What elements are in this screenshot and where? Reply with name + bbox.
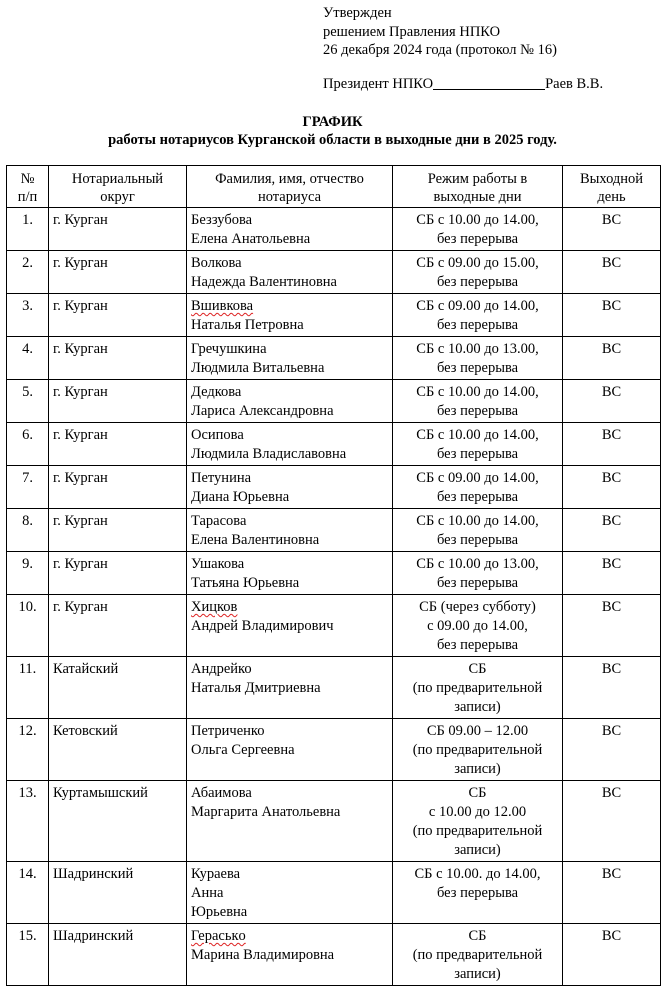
header-name: Фамилия, имя, отчество нотариуса [187, 166, 393, 208]
cell-num: 1. [7, 208, 49, 251]
cell-district: г. Курган [49, 552, 187, 595]
cell-district: Кетовский [49, 719, 187, 781]
table-row [7, 423, 661, 466]
table-row [7, 862, 661, 924]
cell-district: г. Курган [49, 509, 187, 552]
cell-mode: СБ с 10.00 до 14.00, без перерыва [393, 208, 563, 251]
cell-num: 14. [7, 862, 49, 924]
cell-num: 5. [7, 380, 49, 423]
cell-district: г. Курган [49, 337, 187, 380]
signature-blank [433, 77, 545, 90]
table-row [7, 294, 661, 337]
cell-mode: СБ с 09.00 до 15.00, без перерыва [393, 251, 563, 294]
table-row [7, 924, 661, 986]
table-row [7, 466, 661, 509]
header-district: Нотариальный округ [49, 166, 187, 208]
cell-mode: СБ с 10.00 до 13.00, без перерыва [393, 552, 563, 595]
table-row [7, 509, 661, 552]
cell-mode: СБ (по предварительной записи) [393, 657, 563, 719]
cell-day-off: ВС [563, 595, 661, 657]
cell-num: 9. [7, 552, 49, 595]
cell-day-off: ВС [563, 423, 661, 466]
cell-district: г. Курган [49, 294, 187, 337]
approval-line-2: решением Правления НПКО [323, 23, 501, 40]
cell-mode: СБ (по предварительной записи) [393, 924, 563, 986]
cell-num: 11. [7, 657, 49, 719]
cell-day-off: ВС [563, 337, 661, 380]
cell-name: Кураева Анна Юрьевна [187, 862, 393, 924]
cell-mode: СБ с 10.00 до 13.00, без перерыва [393, 337, 563, 380]
cell-num: 15. [7, 924, 49, 986]
cell-day-off: ВС [563, 466, 661, 509]
cell-mode: СБ с 10.00 до 14.00, без перерыва [393, 423, 563, 466]
president-signature-line [323, 76, 603, 93]
cell-district: Шадринский [49, 862, 187, 924]
cell-mode: СБ (через субботу) с 09.00 до 14.00, без перерыва [393, 595, 563, 657]
header-day: Выходной день [563, 166, 661, 208]
table-row [7, 595, 661, 657]
cell-num: 8. [7, 509, 49, 552]
cell-day-off: ВС [563, 294, 661, 337]
cell-name: Гречушкина Людмила Витальевна [187, 337, 393, 380]
cell-num: 6. [7, 423, 49, 466]
cell-name: Хицков Андрей Владимирович [187, 595, 393, 657]
cell-mode: СБ с 09.00 до 14.00, без перерыва [393, 466, 563, 509]
table-row [7, 208, 661, 251]
cell-mode: СБ с 10.00 до 12.00 (по предварительной записи) [393, 781, 563, 862]
table-header-row [7, 166, 661, 208]
cell-day-off: ВС [563, 509, 661, 552]
cell-num: 7. [7, 466, 49, 509]
cell-district: г. Курган [49, 380, 187, 423]
cell-name: Волкова Надежда Валентиновна [187, 251, 393, 294]
cell-mode: СБ с 10.00. до 14.00, без перерыва [393, 862, 563, 924]
table-row [7, 337, 661, 380]
cell-day-off: ВС [563, 380, 661, 423]
table-row [7, 781, 661, 862]
cell-district: Катайский [49, 657, 187, 719]
president-label: Президент НПКО [323, 76, 434, 92]
cell-district: г. Курган [49, 466, 187, 509]
cell-day-off: ВС [563, 208, 661, 251]
cell-district: г. Курган [49, 423, 187, 466]
cell-mode: СБ с 10.00 до 14.00, без перерыва [393, 509, 563, 552]
header-mode: Режим работы в выходные дни [393, 166, 563, 208]
cell-name: Петриченко Ольга Сергеевна [187, 719, 393, 781]
cell-name: Абаимова Маргарита Анатольевна [187, 781, 393, 862]
cell-num: 12. [7, 719, 49, 781]
cell-num: 3. [7, 294, 49, 337]
cell-day-off: ВС [563, 719, 661, 781]
cell-day-off: ВС [563, 781, 661, 862]
cell-mode: СБ 09.00 – 12.00 (по предварительной записи) [393, 719, 563, 781]
cell-name: Вшивкова Наталья Петровна [187, 294, 393, 337]
table-row [7, 552, 661, 595]
schedule-table [6, 165, 661, 986]
cell-num: 10. [7, 595, 49, 657]
title-heading: ГРАФИК [302, 114, 363, 130]
table-row [7, 657, 661, 719]
cell-district: г. Курган [49, 208, 187, 251]
cell-num: 2. [7, 251, 49, 294]
approval-line-1: Утвержден [323, 5, 392, 21]
cell-name: Дедкова Лариса Александровна [187, 380, 393, 423]
cell-name: Осипова Людмила Владиславовна [187, 423, 393, 466]
cell-day-off: ВС [563, 924, 661, 986]
cell-district: г. Курган [49, 251, 187, 294]
table-body [7, 208, 661, 986]
cell-district: Шадринский [49, 924, 187, 986]
cell-name: Андрейко Наталья Дмитриевна [187, 657, 393, 719]
approval-block [323, 4, 557, 60]
cell-name: Тарасова Елена Валентиновна [187, 509, 393, 552]
president-name: Раев В.В. [545, 76, 604, 92]
header-num: № п/п [7, 166, 49, 208]
approval-line-3: 26 декабря 2024 года (протокол № 16) [323, 42, 557, 58]
cell-name: Петунина Диана Юрьевна [187, 466, 393, 509]
cell-num: 13. [7, 781, 49, 862]
cell-mode: СБ с 10.00 до 14.00, без перерыва [393, 380, 563, 423]
cell-district: Куртамышский [49, 781, 187, 862]
cell-num: 4. [7, 337, 49, 380]
cell-day-off: ВС [563, 862, 661, 924]
cell-name: Ушакова Татьяна Юрьевна [187, 552, 393, 595]
cell-day-off: ВС [563, 657, 661, 719]
cell-name: Гераськo Марина Владимировна [187, 924, 393, 986]
table-row [7, 719, 661, 781]
table-row [7, 251, 661, 294]
table-row [7, 380, 661, 423]
cell-mode: СБ с 09.00 до 14.00, без перерыва [393, 294, 563, 337]
document-title [0, 113, 665, 149]
title-subheading: работы нотариусов Курганской области в выходные дни в 2025 году. [108, 132, 557, 148]
cell-day-off: ВС [563, 251, 661, 294]
cell-district: г. Курган [49, 595, 187, 657]
cell-day-off: ВС [563, 552, 661, 595]
cell-name: Беззубова Елена Анатольевна [187, 208, 393, 251]
